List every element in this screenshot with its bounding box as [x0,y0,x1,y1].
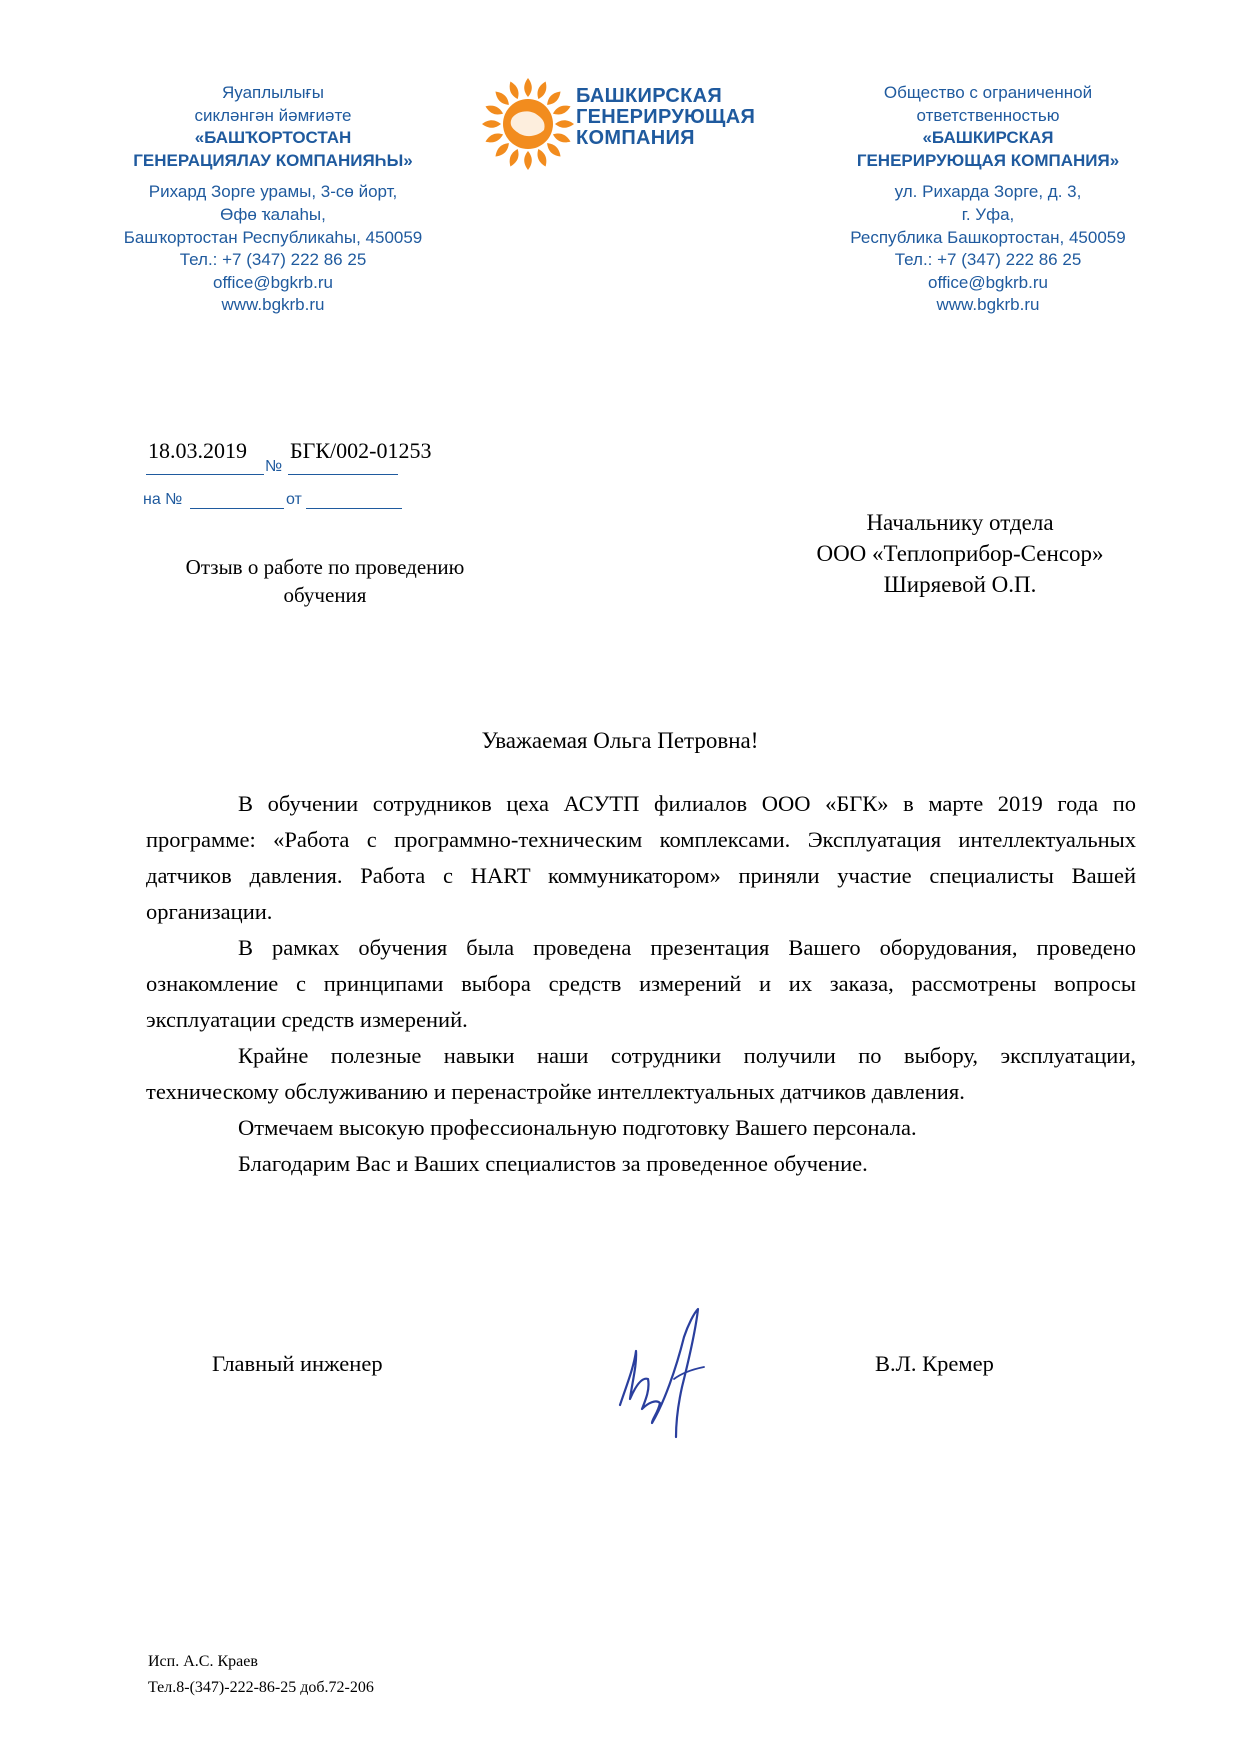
logo-line3: КОМПАНИЯ [576,127,695,149]
letterhead-right-name2: ГЕНЕРИРУЮЩАЯ КОМПАНИЯ» [856,150,1120,170]
letterhead-left-web: www.bgkrb.ru [221,295,325,315]
letter-body [146,786,1136,1182]
body-paragraph: Крайне полезные навыки наши сотрудники получили по выбору, эксплуатации, техническому обслуживанию и перенастройке интеллектуальных датчиков давления. [146,1043,1136,1104]
letterhead-right-name1: «БАШКИРСКАЯ [922,128,1054,148]
signatory-name: В.Л. Кремер [875,1351,994,1376]
letterhead-left-name1: «БАШҠОРТОСТАН [194,128,352,148]
body-paragraph: Отмечаем высокую профессиональную подготовку Вашего персонала. [238,1115,917,1140]
addressee-company: ООО «Теплоприбор-Сенсор» [816,541,1104,566]
addressee-position: Начальнику отдела [866,510,1054,535]
letterhead-right-address1: ул. Рихарда Зорге, д. 3, [894,182,1082,202]
letter-date: 18.03.2019 [148,438,247,463]
logo-wordmark [576,86,755,149]
letterhead-left [93,82,453,317]
letterhead-left-line1: Яуаплылығы [222,83,324,102]
letter-greeting: Уважаемая Ольга Петровна! [481,728,759,753]
number-sign: № [265,458,283,475]
letterhead-left-address1: Рихард Зорге урамы, 3-сө йорт, [148,182,398,202]
subject-line1: Отзыв о работе по проведению [185,555,465,579]
sun-logo-icon [482,78,574,170]
reference-date-underline [306,508,402,509]
logo-line2: ГЕНЕРИРУЮЩАЯ [576,106,756,128]
handwritten-signature [612,1307,722,1442]
letterhead-right [808,82,1168,317]
letterhead-right-line1: Общество с ограниченной [883,83,1093,102]
executor-phone: Тел.8-(347)-222-86-25 доб.72-206 [148,1679,374,1696]
letterhead-left-name2: ГЕНЕРАЦИЯЛАУ КОМПАНИЯҺЫ» [133,150,413,170]
letterhead-left-email: office@bgkrb.ru [213,272,333,292]
letterhead-left-phone: Тел.: +7 (347) 222 86 25 [179,250,367,270]
letter-number: БГК/002-01253 [290,438,432,463]
letterhead-right-address2: г. Уфа, [961,204,1015,224]
logo-line1: БАШКИРСКАЯ [576,85,723,107]
body-paragraph: В обучении сотрудников цеха АСУТП филиалов ООО «БГК» в марте 2019 года по программе: «Работа с программно-техническим комплексами. Эксплуатация интеллектуальных датчиков давления. Работа с HART коммуникатором» приняли участие специалисты Вашей организации. [146,791,1136,924]
reference-date-label: от [286,491,302,508]
reference-number-underline [190,508,284,509]
letterhead-right-phone: Тел.: +7 (347) 222 86 25 [894,250,1082,270]
addressee-name: Ширяевой О.П. [883,572,1037,597]
letterhead-right-email: office@bgkrb.ru [928,272,1048,292]
body-paragraph: Благодарим Вас и Ваших специалистов за проведенное обучение. [238,1151,868,1176]
addressee-block [770,507,1150,600]
letterhead-right-web: www.bgkrb.ru [936,295,1040,315]
reference-number-label: на № [143,491,183,508]
date-underline [146,474,264,475]
number-underline [288,474,398,475]
letter-subject [140,553,510,609]
letterhead-right-line2: ответственностью [916,105,1060,125]
letterhead-left-address3: Башҡортостан Республикаһы, 450059 [123,227,423,247]
signatory-position: Главный инженер [212,1351,383,1376]
body-paragraph: В рамках обучения была проведена презентация Вашего оборудования, проведено ознакомление с принципами выбора средств измерений и их заказа, рассмотрены вопросы эксплуатации средств измерений. [146,935,1136,1032]
subject-line2: обучения [283,583,367,607]
letterhead-left-address2: Өфө ҡалаһы, [220,204,326,224]
letterhead-right-address3: Республика Башкортостан, 450059 [850,227,1126,247]
letterhead-left-line2: сикләнгән йәмғиәте [194,105,352,125]
executor-name: Исп. А.С. Краев [148,1653,258,1670]
